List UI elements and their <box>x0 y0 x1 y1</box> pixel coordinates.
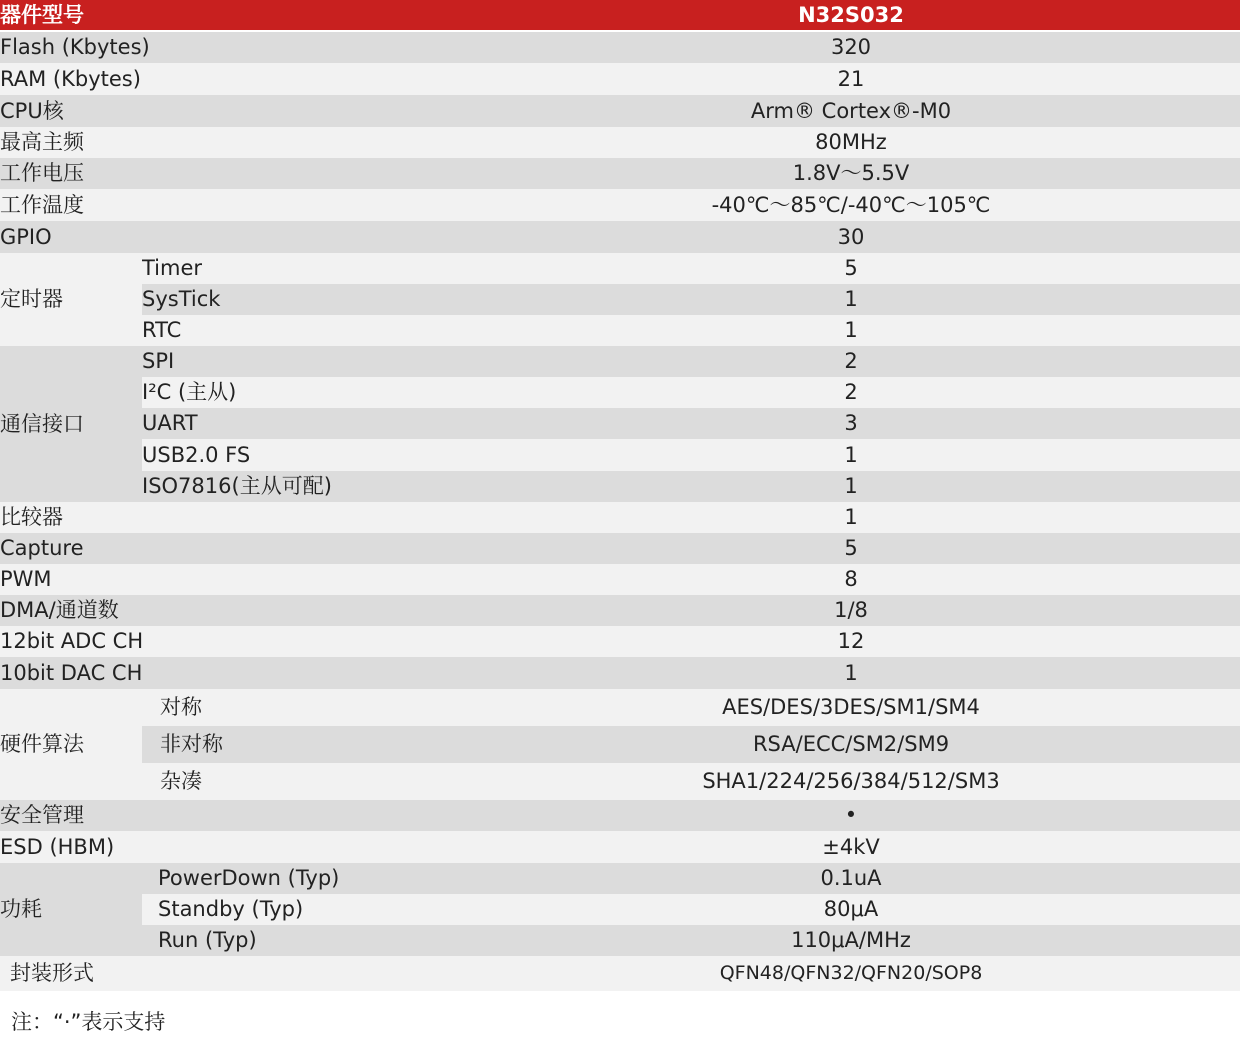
row-value: 1 <box>462 439 1240 471</box>
row-value: 0.1uA <box>462 863 1240 894</box>
row-label: ESD (HBM) <box>0 831 462 863</box>
row-label: ISO7816(主从可配) <box>142 471 462 502</box>
row-value: 21 <box>462 63 1240 95</box>
footnote: 注：“·”表示支持 <box>11 1010 166 1034</box>
row-label: Timer <box>142 253 462 284</box>
row-label: Run (Typ) <box>142 925 462 956</box>
table-row <box>0 726 1240 763</box>
row-value: 2 <box>462 346 1240 377</box>
table-row <box>0 377 1240 408</box>
row-value: 1/8 <box>462 595 1240 626</box>
row-label: PowerDown (Typ) <box>142 863 462 894</box>
row-label: 12bit ADC CH <box>0 626 462 657</box>
row-value: Arm® Cortex®-M0 <box>462 95 1240 127</box>
row-value: 110μA/MHz <box>462 925 1240 956</box>
table-row <box>0 127 1240 158</box>
table-row <box>0 346 1240 377</box>
row-value: 3 <box>462 408 1240 439</box>
row-label: DMA/通道数 <box>0 595 462 626</box>
group-label-timer: 定时器 <box>0 253 142 346</box>
group-label-power: 功耗 <box>0 863 142 956</box>
table-row <box>0 689 1240 726</box>
row-label: SysTick <box>142 284 462 315</box>
row-value: 30 <box>462 221 1240 253</box>
group-label-crypto: 硬件算法 <box>0 689 142 800</box>
row-label: RAM (Kbytes) <box>0 63 462 95</box>
row-value: 12 <box>462 626 1240 657</box>
table-row <box>0 408 1240 439</box>
table-row <box>0 31 1240 63</box>
row-label: PWM <box>0 564 462 595</box>
table-row <box>0 956 1240 991</box>
row-value: 1 <box>462 502 1240 533</box>
table-row <box>0 315 1240 346</box>
table-row <box>0 763 1240 800</box>
row-label: 非对称 <box>142 726 462 763</box>
header-name-label: 器件型号 <box>0 0 462 31</box>
row-value: 80μA <box>462 894 1240 925</box>
header-model: N32S032 <box>462 0 1240 31</box>
row-value: -40℃～85℃/-40℃～105℃ <box>462 189 1240 221</box>
row-value: QFN48/QFN32/QFN20/SOP8 <box>462 956 1240 991</box>
row-label: Flash (Kbytes) <box>0 31 462 63</box>
row-label: CPU核 <box>0 95 462 127</box>
group-label-comm: 通信接口 <box>0 346 142 502</box>
table-row <box>0 189 1240 221</box>
table-row <box>0 626 1240 657</box>
row-label: Capture <box>0 533 462 564</box>
row-label: 工作温度 <box>0 189 462 221</box>
row-label: GPIO <box>0 221 462 253</box>
row-value: 1 <box>462 284 1240 315</box>
table-row <box>0 95 1240 127</box>
table-row <box>0 564 1240 595</box>
row-value: 1 <box>462 315 1240 346</box>
table-row <box>0 595 1240 626</box>
row-value: 1 <box>462 471 1240 502</box>
table-row <box>0 502 1240 533</box>
row-value: 8 <box>462 564 1240 595</box>
row-label: 10bit DAC CH <box>0 657 462 689</box>
row-label: Standby (Typ) <box>142 894 462 925</box>
row-value: ±4kV <box>462 831 1240 863</box>
row-label: USB2.0 FS <box>142 439 462 471</box>
row-label: 工作电压 <box>0 158 462 189</box>
table-row <box>0 221 1240 253</box>
row-value: 1.8V～5.5V <box>462 158 1240 189</box>
support-dot: • <box>462 800 1240 831</box>
row-label: 对称 <box>142 689 462 726</box>
row-label: 最高主频 <box>0 127 462 158</box>
row-label: 封装形式 <box>0 956 462 991</box>
table-row <box>0 800 1240 831</box>
row-label: 比较器 <box>0 502 462 533</box>
row-label: UART <box>142 408 462 439</box>
table-row <box>0 894 1240 925</box>
table-row <box>0 63 1240 95</box>
table-row <box>0 533 1240 564</box>
row-value: RSA/ECC/SM2/SM9 <box>462 726 1240 763</box>
table-row <box>0 863 1240 894</box>
row-value: 2 <box>462 377 1240 408</box>
row-label: SPI <box>142 346 462 377</box>
row-value: 5 <box>462 533 1240 564</box>
table-row <box>0 253 1240 284</box>
table-row <box>0 471 1240 502</box>
row-label: I²C (主从) <box>142 377 462 408</box>
table-row <box>0 158 1240 189</box>
row-value: 320 <box>462 31 1240 63</box>
table-row <box>0 657 1240 689</box>
row-label: 杂凑 <box>142 763 462 800</box>
row-value: 80MHz <box>462 127 1240 158</box>
row-value: 1 <box>462 657 1240 689</box>
table-row <box>0 925 1240 956</box>
table-row <box>0 284 1240 315</box>
header-row <box>0 0 1240 31</box>
row-label: 安全管理 <box>0 800 462 831</box>
row-value: 5 <box>462 253 1240 284</box>
row-value: AES/DES/3DES/SM1/SM4 <box>462 689 1240 726</box>
row-label: RTC <box>142 315 462 346</box>
table-row <box>0 831 1240 863</box>
table-row <box>0 439 1240 471</box>
row-value: SHA1/224/256/384/512/SM3 <box>462 763 1240 800</box>
